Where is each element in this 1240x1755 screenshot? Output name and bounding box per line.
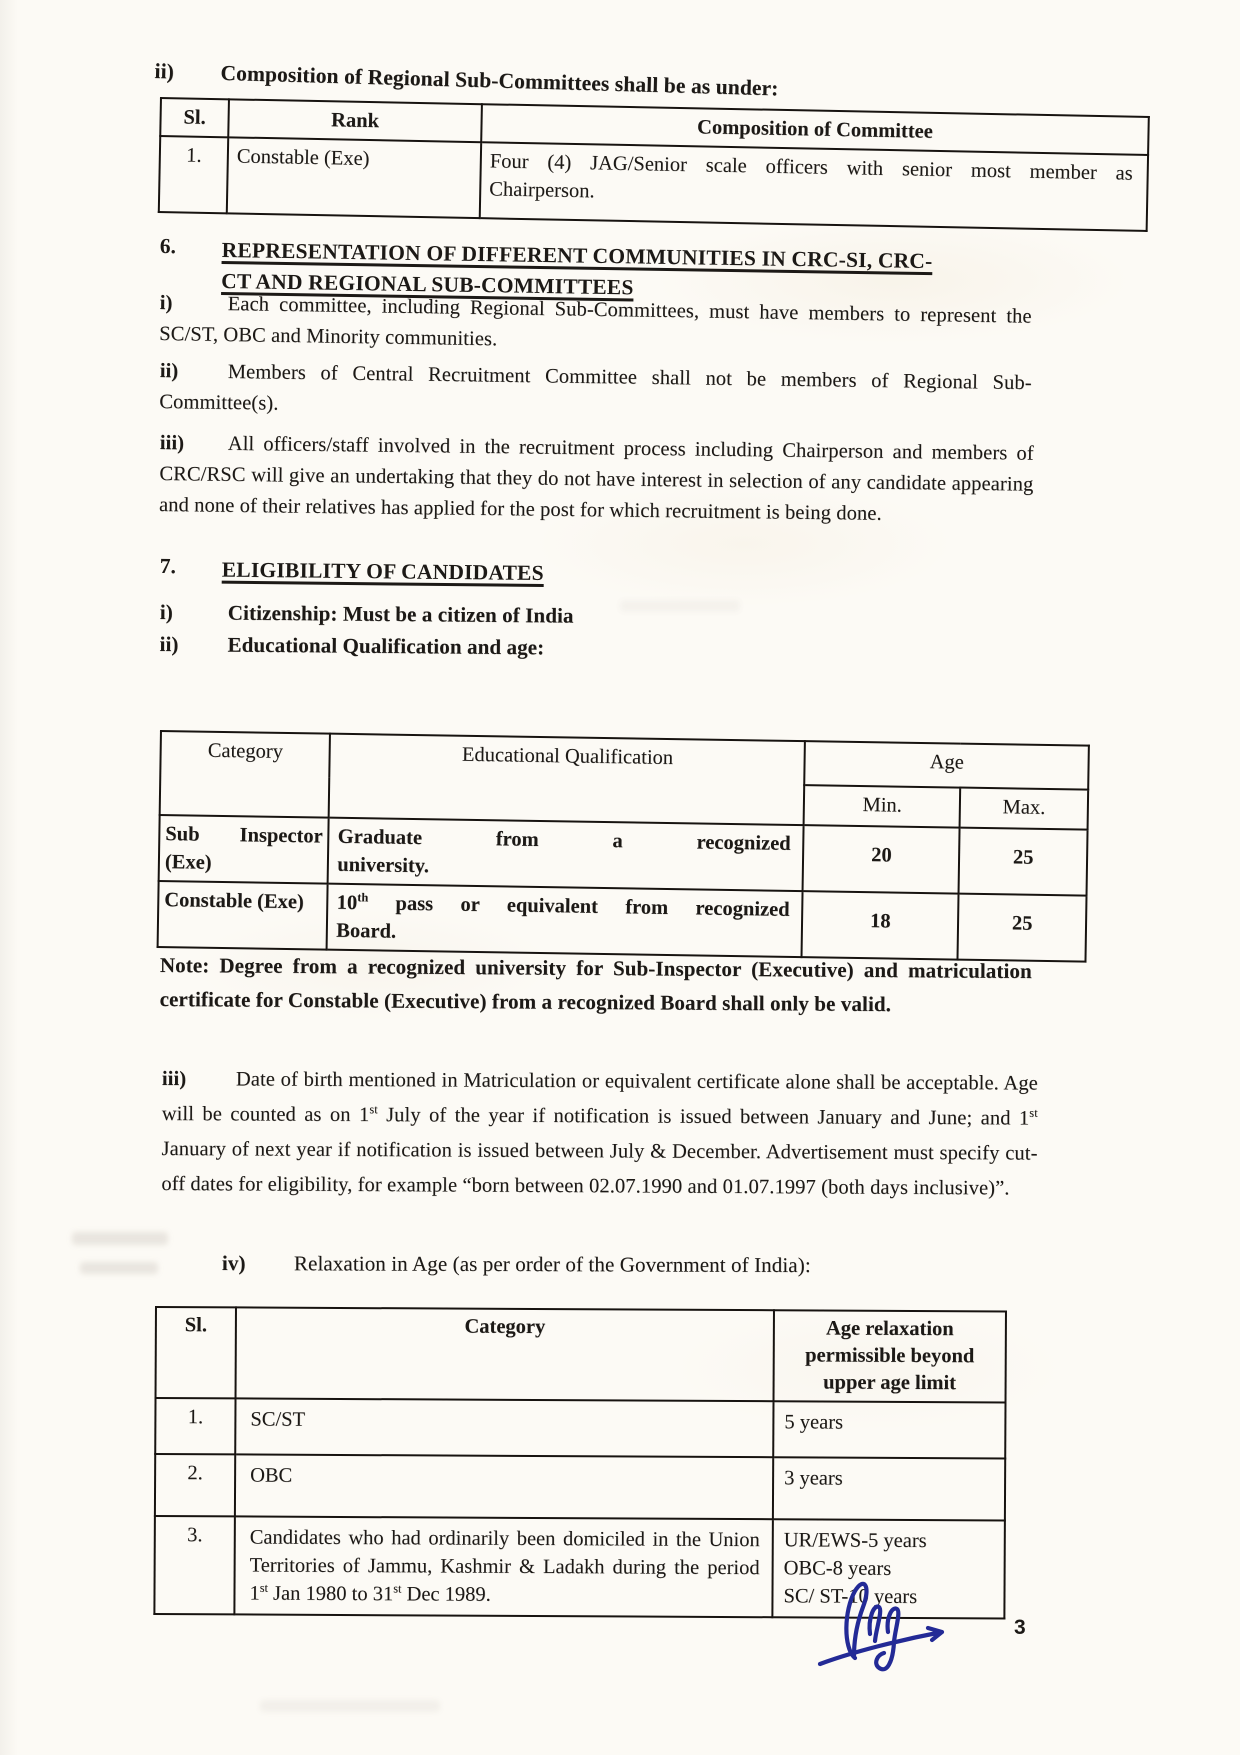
category-text: Candidates who had ordinarily been domiciled in the Union Territories of Jammu, Kashmir & Ladakh during the period 1 (249, 1526, 760, 1605)
section-7-heading (160, 554, 1060, 594)
eligibility-header-qualification: Educational Qualification (329, 734, 805, 825)
committee-header-composition: Composition of Committee (481, 104, 1149, 155)
item-text: Educational Qualification and age: (227, 632, 545, 660)
paragraph-text: July of the year if notification is issued between January and June; and 1 (377, 1104, 1030, 1130)
relaxation-cell-category: OBC (235, 1454, 773, 1519)
table-row (155, 1398, 1005, 1458)
dob-paragraph (161, 1062, 1038, 1207)
item-numeral: i) (159, 599, 173, 625)
eligibility-cell-max: 25 (958, 894, 1087, 962)
eligibility-header-age: Age (805, 741, 1089, 789)
eligibility-header-min: Min. (804, 785, 960, 827)
eligibility-header-category: Category (160, 731, 331, 818)
qualification-line (159, 628, 1039, 668)
clause-ii-numeral: ii) (154, 58, 175, 84)
relaxation-cell-value: 5 years (773, 1401, 1005, 1458)
relaxation-header-sl: Sl. (156, 1307, 236, 1398)
relaxation-cell-sl: 3. (154, 1516, 235, 1614)
note-paragraph: Note: Degree from a recognized university for Sub-Inspector (Executive) and matriculation certificate for Constable (Executive) from a recognized Board shall only be valid. (159, 952, 1032, 1017)
qualification-text: pass or equivalent from recognized Board. (336, 892, 790, 943)
committee-cell-rank: Constable (Exe) (227, 137, 481, 218)
signature-mark (808, 1572, 968, 1684)
paragraph-text: All officers/staff involved in the recruitment process including Chairperson and members of CRC/RSC will give an undertaking that they do not have interest in selection of any candidate appearing and none of their relatives has applied for the post for which recruitment is being done. (158, 432, 1034, 525)
section-7-number: 7. (159, 554, 177, 579)
signature-icon (808, 1572, 968, 1684)
paragraph-text: January of next year if notification is issued between July & December. Advertisement must specify cut-off dates for eligibility, for example “born between 02.07.1990 and 01.07.1997 (both days inclusive)”. (161, 1137, 1038, 1200)
relaxation-clause-line (222, 1248, 1042, 1281)
eligibility-table (157, 730, 1090, 963)
committee-header-sl: Sl. (160, 98, 229, 137)
paragraph-numeral: iv) (221, 1251, 246, 1276)
eligibility-cell-min: 20 (803, 825, 960, 893)
scan-artifact (72, 1232, 168, 1245)
ordinal-superscript: st (259, 1580, 269, 1595)
relaxation-header-relaxation: Age relaxation permissible beyond upper age limit (774, 1310, 1006, 1402)
relaxation-cell-sl: 1. (155, 1398, 235, 1454)
section-6-title-line2: CT AND REGIONAL SUB-COMMITTEES (221, 268, 634, 300)
eligibility-cell-category: Sub Inspector (Exe) (159, 815, 329, 884)
ordinal-superscript: st (369, 1102, 378, 1117)
section-6-title-line1: REPRESENTATION OF DIFFERENT COMMUNITIES IN CRC-SI, CRC- (221, 237, 933, 274)
paragraph-text: Date of birth mentioned in Matriculation or equivalent certificate alone shall be acceptable. Age will be counted as on 1 (161, 1068, 1038, 1127)
relaxation-cell-category: SC/ST (235, 1398, 773, 1457)
scan-artifact (80, 1262, 158, 1274)
paragraph-text: Relaxation in Age (as per order of the Government of India): (293, 1251, 811, 1278)
scan-artifact (260, 1700, 440, 1712)
qualification-text: 10 (336, 891, 358, 915)
relaxation-line: SC/ ST-10 years (783, 1585, 918, 1608)
paragraph-text: Each committee, including Regional Sub-Committees, must have members to represent the SC/ST, OBC and Minority communities. (159, 293, 1032, 351)
eligibility-cell-max: 25 (959, 828, 1088, 896)
relaxation-cell-value: 3 years (773, 1457, 1005, 1520)
item-numeral: ii) (159, 631, 179, 657)
table-row (155, 1454, 1005, 1520)
section-6-paragraph-ii (159, 356, 1032, 430)
section-6-number: 6. (159, 234, 177, 259)
ordinal-superscript: th (357, 890, 369, 905)
committee-cell-composition: Four (4) JAG/Senior scale officers with senior most member as Chairperson. (480, 142, 1148, 231)
committee-cell-sl: 1. (159, 136, 228, 213)
committee-table (158, 97, 1150, 232)
paragraph-numeral: iii) (161, 1067, 187, 1091)
committee-header-rank: Rank (228, 99, 482, 142)
section-6-paragraph-i (159, 288, 1032, 364)
eligibility-cell-qualification: Graduate from a recognized university. (328, 818, 804, 891)
relaxation-cell-category (234, 1516, 773, 1617)
eligibility-cell-min: 18 (802, 891, 959, 959)
relaxation-line: UR/EWS-5 years (783, 1529, 927, 1553)
ordinal-superscript: st (1029, 1105, 1038, 1120)
item-text: Citizenship: Must be a citizen of India (227, 600, 574, 628)
relaxation-header-category: Category (236, 1307, 774, 1401)
ordinal-superscript: st (393, 1581, 402, 1596)
relaxation-cell-sl: 2. (155, 1454, 235, 1516)
eligibility-header-max: Max. (960, 788, 1088, 830)
paragraph-text: Members of Central Recruitment Committee shall not be members of Regional Sub-Committee(s). (159, 360, 1032, 415)
page-number: 3 (1014, 1616, 1026, 1639)
clause-ii-heading: Composition of Regional Sub-Committees shall be as under: (220, 60, 779, 101)
category-text: Jan 1980 to 31 (267, 1582, 394, 1606)
paragraph-numeral: ii) (159, 359, 179, 383)
section-7-title: ELIGIBILITY OF CANDIDATES (221, 557, 544, 586)
paragraph-numeral: iii) (159, 431, 185, 455)
category-text: Dec 1989. (401, 1583, 491, 1606)
eligibility-header-row-1 (160, 731, 1089, 790)
relaxation-line: OBC-8 years (783, 1557, 892, 1580)
eligibility-cell-category: Constable (Exe) (158, 881, 328, 950)
eligibility-cell-qualification (327, 884, 803, 957)
relaxation-header-row (156, 1307, 1006, 1402)
section-7-items (159, 596, 1040, 668)
paragraph-numeral: i) (159, 291, 173, 315)
section-6-paragraph-iii (159, 428, 1034, 532)
